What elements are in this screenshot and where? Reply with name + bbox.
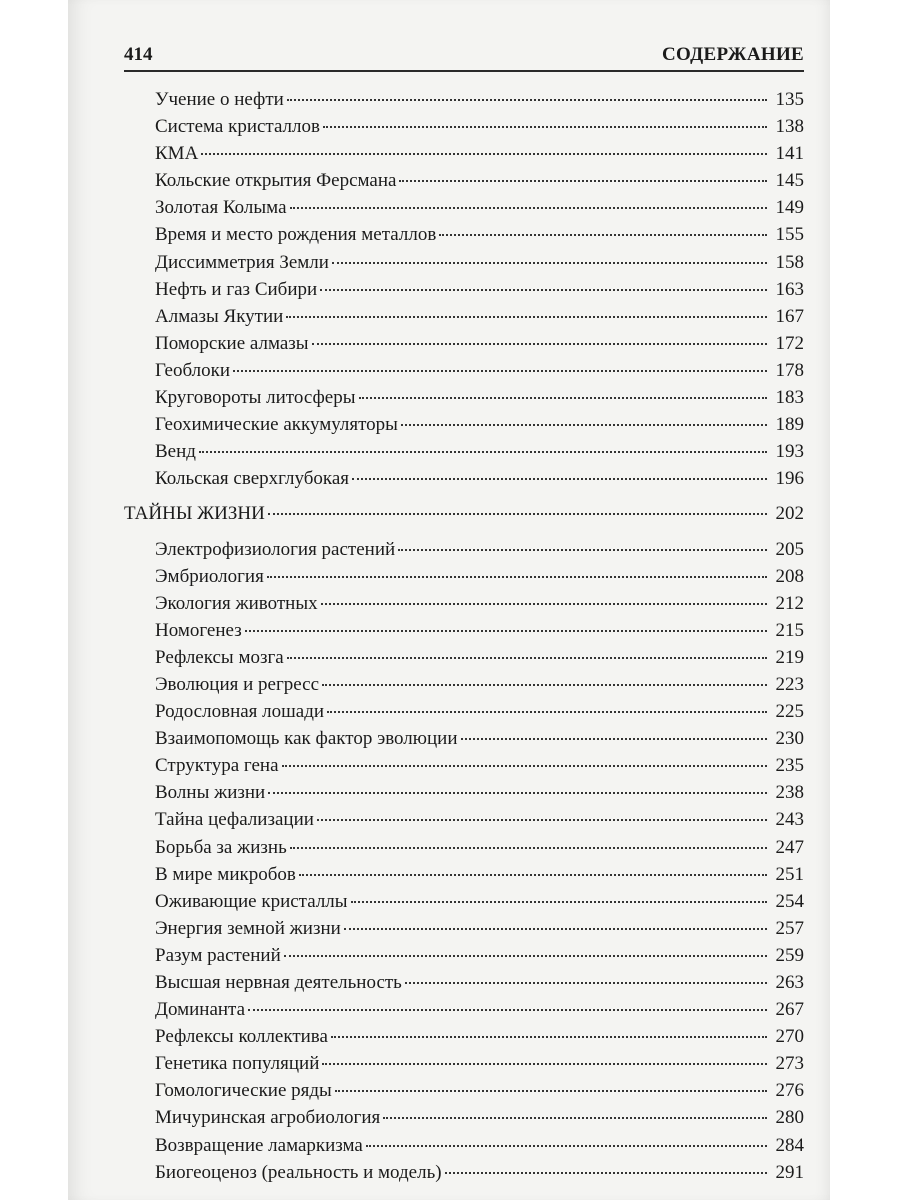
toc-entry-title: Эволюция и регресс xyxy=(155,673,320,695)
header-rule xyxy=(124,70,804,72)
toc-entry-page: 205 xyxy=(775,538,804,560)
toc-entry-title: Экология животных xyxy=(155,592,318,614)
toc-entry xyxy=(124,915,804,942)
toc-entry-page: 254 xyxy=(775,890,804,912)
dot-leader xyxy=(317,819,767,821)
toc-entry xyxy=(124,276,804,303)
toc-entry xyxy=(124,438,804,465)
toc-entry-page: 276 xyxy=(775,1080,804,1102)
dot-leader xyxy=(268,513,767,515)
toc-entry xyxy=(124,194,804,221)
toc-entry-page: 183 xyxy=(775,387,804,409)
toc-entry-page: 141 xyxy=(775,143,804,165)
toc-entry-title: Номогенез xyxy=(155,619,242,641)
toc-entry-page: 235 xyxy=(775,755,804,777)
toc-entry xyxy=(124,563,804,590)
toc-entry xyxy=(124,861,804,888)
toc-entry-title: Разум растений xyxy=(155,944,281,966)
toc-entry-title: Оживающие кристаллы xyxy=(155,890,348,912)
toc-entry-title: Взаимопомощь как фактор эволюции xyxy=(155,728,458,750)
toc-entry xyxy=(124,969,804,996)
dot-leader xyxy=(366,1145,767,1147)
dot-leader xyxy=(439,234,767,236)
toc-entry-title: Поморские алмазы xyxy=(155,332,309,354)
toc-entry-page: 270 xyxy=(775,1026,804,1048)
toc-entry-title: Тайна цефализации xyxy=(155,809,314,831)
dot-leader xyxy=(267,576,767,578)
dot-leader xyxy=(322,684,767,686)
toc-entry-page: 167 xyxy=(775,305,804,327)
dot-leader xyxy=(359,397,767,399)
toc-entry-title: Диссимметрия Земли xyxy=(155,251,329,273)
toc-entry-page: 263 xyxy=(775,972,804,993)
dot-leader xyxy=(445,1172,767,1174)
toc-entry-title: Высшая нервная деятельность xyxy=(155,972,402,993)
toc-entry-title: Борьба за жизнь xyxy=(155,836,287,858)
toc-entry-title: Доминанта xyxy=(155,999,246,1021)
dot-leader xyxy=(322,1063,767,1065)
toc-entry xyxy=(124,1159,804,1186)
toc-entry-title: Рефлексы мозга xyxy=(155,646,284,668)
toc-entry xyxy=(124,249,804,276)
toc-entry-title: Нефть и газ Сибири xyxy=(155,278,318,300)
toc-entry-page: 243 xyxy=(775,809,804,831)
dot-leader xyxy=(327,711,767,713)
toc-entry-page: 189 xyxy=(775,414,804,436)
toc-entry xyxy=(124,465,804,492)
toc-entry xyxy=(124,303,804,330)
dot-leader xyxy=(351,901,767,903)
toc-entry xyxy=(124,834,804,861)
page-title: СОДЕРЖАНИЕ xyxy=(662,44,804,65)
toc-entry xyxy=(124,996,804,1023)
dot-leader xyxy=(287,99,767,101)
dot-leader xyxy=(320,289,767,291)
toc-entry-title: Возвращение ламаркизма xyxy=(155,1134,363,1156)
toc-entry-title: Структура гена xyxy=(155,755,279,777)
dot-leader xyxy=(383,1117,767,1119)
dot-leader xyxy=(233,370,767,372)
dot-leader xyxy=(331,1036,767,1038)
toc-entry-page: 219 xyxy=(775,646,804,668)
toc-entry-page: 155 xyxy=(775,224,804,246)
dot-leader xyxy=(312,343,767,345)
dot-leader xyxy=(284,955,767,957)
toc-entry xyxy=(124,167,804,194)
dot-leader xyxy=(321,603,767,605)
toc-entry xyxy=(124,942,804,969)
toc-entry-page: 163 xyxy=(775,278,804,300)
toc-entry xyxy=(124,536,804,563)
toc-entry-title: Геоблоки xyxy=(155,359,231,381)
toc-entry-title: Энергия земной жизни xyxy=(155,917,341,939)
toc-entry-page: 208 xyxy=(775,565,804,587)
toc-entry-page: 284 xyxy=(775,1134,804,1156)
toc-entry-page: 223 xyxy=(775,673,804,695)
toc-entry-page: 172 xyxy=(775,332,804,354)
toc-entry xyxy=(124,140,804,167)
dot-leader xyxy=(398,549,767,551)
toc-entry-page: 158 xyxy=(775,251,804,273)
toc-entry-page: 212 xyxy=(775,592,804,614)
toc-entry-page: 178 xyxy=(775,359,804,381)
toc-entry xyxy=(124,1023,804,1050)
toc-entry xyxy=(124,1050,804,1077)
toc-entry-title: Генетика популяций xyxy=(155,1053,320,1075)
toc-entry xyxy=(124,221,804,248)
toc-entry-title: Волны жизни xyxy=(155,782,266,804)
toc-entry xyxy=(124,888,804,915)
dot-leader xyxy=(323,126,767,128)
toc-entry-page: 202 xyxy=(775,503,804,525)
toc-entry-title: В мире микробов xyxy=(155,863,296,885)
toc-entry xyxy=(124,113,804,140)
toc-entry-page: 259 xyxy=(775,944,804,966)
toc-entry-page: 193 xyxy=(775,441,804,463)
dot-leader xyxy=(199,451,767,453)
toc-entry xyxy=(124,330,804,357)
toc-entry-page: 225 xyxy=(775,701,804,723)
toc-entry xyxy=(124,86,804,113)
toc-entry-page: 273 xyxy=(775,1053,804,1075)
dot-leader xyxy=(401,424,767,426)
toc-entry xyxy=(124,806,804,833)
toc-entry-page: 257 xyxy=(775,917,804,939)
toc-entry-title: Кольские открытия Ферсмана xyxy=(155,170,397,192)
toc-entry-page: 230 xyxy=(775,728,804,750)
toc-entry-title: ТАЙНЫ ЖИЗНИ xyxy=(124,503,265,525)
page-number: 414 xyxy=(124,44,153,65)
dot-leader xyxy=(335,1090,767,1092)
toc-entry-title: Круговороты литосферы xyxy=(155,387,356,409)
dot-leader xyxy=(201,153,767,155)
toc-entry-page: 135 xyxy=(775,89,804,110)
toc-entry-title: КМА xyxy=(155,143,199,165)
toc-entry xyxy=(124,779,804,806)
toc-entry xyxy=(124,590,804,617)
dot-leader xyxy=(352,478,767,480)
toc-section xyxy=(124,500,804,527)
toc-entry xyxy=(124,698,804,725)
dot-leader xyxy=(405,982,767,984)
toc-entry-page: 291 xyxy=(775,1161,804,1183)
dot-leader xyxy=(248,1009,767,1011)
toc-entry-title: Гомологические ряды xyxy=(155,1080,332,1102)
toc-entry-page: 251 xyxy=(775,863,804,885)
toc-entry xyxy=(124,411,804,438)
dot-leader xyxy=(268,792,767,794)
toc-entry-page: 238 xyxy=(775,782,804,804)
toc-entry-title: Кольская сверхглубокая xyxy=(155,468,349,490)
toc-entry xyxy=(124,725,804,752)
toc-entry-title: Родословная лошади xyxy=(155,701,325,723)
dot-leader xyxy=(286,316,767,318)
toc-entry-title: Учение о нефти xyxy=(155,89,284,110)
dot-leader xyxy=(287,657,767,659)
toc-entry-page: 280 xyxy=(775,1107,804,1129)
toc-entry-page: 267 xyxy=(775,999,804,1021)
toc-entry-page: 196 xyxy=(775,468,804,490)
toc-entry-title: Геохимические аккумуляторы xyxy=(155,414,398,436)
toc-entry xyxy=(124,617,804,644)
toc-entry-title: Время и место рождения металлов xyxy=(155,224,437,246)
dot-leader xyxy=(282,765,768,767)
toc-entry-title: Эмбриология xyxy=(155,565,264,587)
toc-entry xyxy=(124,357,804,384)
toc-entry-title: Электрофизиология растений xyxy=(155,538,396,560)
toc-entry-title: Мичуринская агробиология xyxy=(155,1107,381,1129)
toc-entry-title: Венд xyxy=(155,441,196,463)
dot-leader xyxy=(290,207,767,209)
dot-leader xyxy=(461,738,768,740)
dot-leader xyxy=(245,630,767,632)
toc-entry-title: Биогеоценоз (реальность и модель) xyxy=(155,1161,442,1183)
toc-entry-page: 149 xyxy=(775,197,804,219)
dot-leader xyxy=(332,262,767,264)
table-of-contents xyxy=(124,86,804,1186)
dot-leader xyxy=(344,928,767,930)
toc-entry xyxy=(124,1132,804,1159)
toc-entry-title: Система кристаллов xyxy=(155,116,320,138)
dot-leader xyxy=(399,180,767,182)
toc-entry-title: Алмазы Якутии xyxy=(155,305,284,327)
toc-entry xyxy=(124,1077,804,1104)
toc-entry-title: Золотая Колыма xyxy=(155,197,287,219)
toc-entry-page: 215 xyxy=(775,619,804,641)
toc-entry xyxy=(124,644,804,671)
toc-entry xyxy=(124,752,804,779)
dot-leader xyxy=(290,847,767,849)
toc-entry-title: Рефлексы коллектива xyxy=(155,1026,328,1048)
toc-entry-page: 138 xyxy=(775,116,804,138)
toc-entry xyxy=(124,384,804,411)
toc-entry-page: 145 xyxy=(775,170,804,192)
dot-leader xyxy=(299,874,767,876)
toc-entry-page: 247 xyxy=(775,836,804,858)
toc-entry xyxy=(124,1104,804,1131)
toc-entry xyxy=(124,671,804,698)
